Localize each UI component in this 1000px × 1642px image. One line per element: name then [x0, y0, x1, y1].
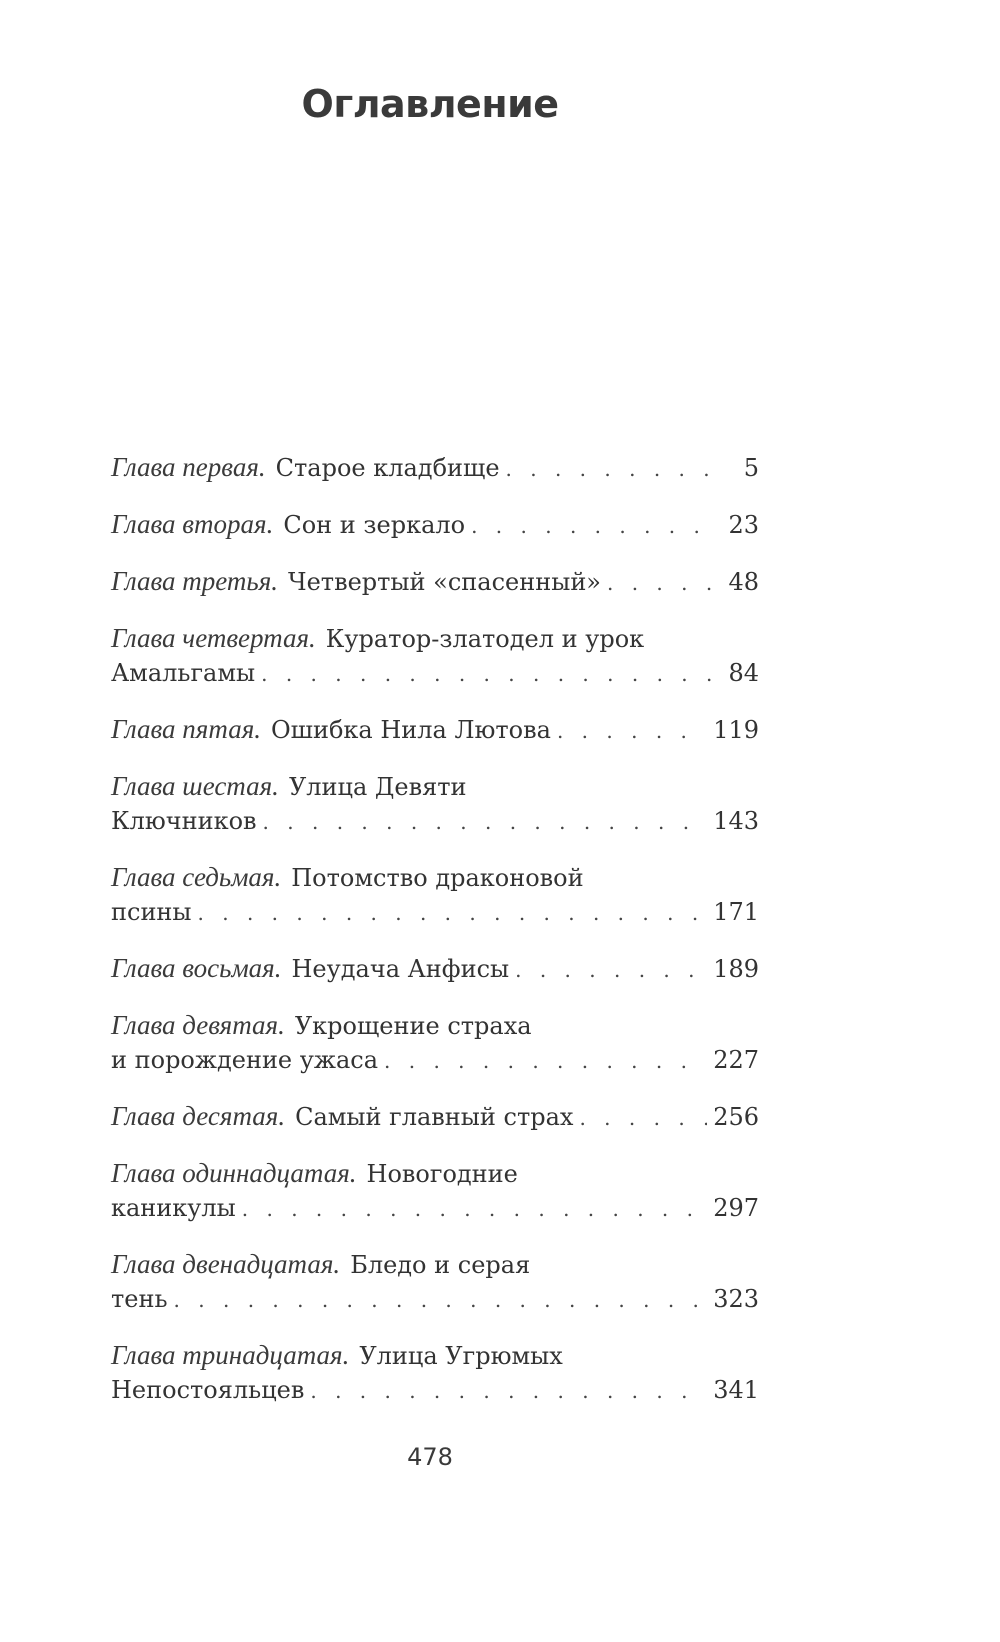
toc-page-number: 323	[713, 1285, 759, 1313]
chapter-title-continued: Ключников	[111, 807, 257, 835]
chapter-title: Бледо и серая	[350, 1251, 531, 1279]
chapter-title: Улица Угрюмых	[359, 1342, 563, 1370]
dot-leader	[242, 1192, 707, 1226]
toc-page-number: 84	[728, 659, 759, 687]
toc-entry	[111, 1099, 759, 1135]
table-of-contents	[111, 450, 759, 1429]
dot-leader	[607, 566, 713, 600]
chapter-label: Глава одиннадцатая.	[111, 1158, 357, 1188]
toc-entry	[111, 507, 759, 543]
page-number: 478	[407, 1443, 453, 1471]
toc-entry-line	[111, 1191, 759, 1226]
chapter-title: Ошибка Нила Лютова	[271, 716, 551, 744]
dot-leader	[310, 1374, 707, 1408]
toc-entry-line	[111, 656, 759, 691]
chapter-title-continued: каникулы	[111, 1194, 236, 1222]
toc-page-number: 23	[728, 511, 759, 539]
toc-entry	[111, 450, 759, 486]
toc-entry-line	[111, 1282, 759, 1317]
toc-page-number: 297	[713, 1194, 759, 1222]
toc-page-number: 189	[713, 955, 759, 983]
chapter-label: Глава пятая.	[111, 714, 261, 744]
toc-entry-line	[111, 860, 759, 895]
dot-leader	[198, 896, 708, 930]
toc-entry-line	[111, 1099, 759, 1135]
toc-page-number: 48	[728, 568, 759, 596]
chapter-label: Глава тринадцатая.	[111, 1340, 350, 1370]
chapter-label: Глава девятая.	[111, 1010, 285, 1040]
toc-page-number: 341	[713, 1376, 759, 1404]
dot-leader	[557, 714, 707, 748]
toc-page-number: 227	[713, 1046, 759, 1074]
dot-leader	[579, 1101, 707, 1135]
toc-entry-line	[111, 895, 759, 930]
chapter-title-continued: тень	[111, 1285, 168, 1313]
chapter-title-continued: псины	[111, 898, 192, 926]
chapter-title: Самый главный страх	[295, 1103, 574, 1131]
chapter-label: Глава шестая.	[111, 771, 279, 801]
toc-entry-line	[111, 621, 759, 656]
chapter-label: Глава вторая.	[111, 509, 274, 539]
toc-page-number: 143	[713, 807, 759, 835]
toc-entry	[111, 1247, 759, 1317]
toc-entry-line	[111, 507, 759, 543]
chapter-title: Укрощение страха	[294, 1012, 532, 1040]
chapter-title: Неудача Анфисы	[291, 955, 510, 983]
dot-leader	[174, 1283, 708, 1317]
toc-entry-line	[111, 769, 759, 804]
toc-entry	[111, 712, 759, 748]
toc-entry	[111, 1338, 759, 1408]
chapter-title: Потомство драконовой	[291, 864, 584, 892]
toc-entry-line	[111, 1043, 759, 1078]
dot-leader	[515, 953, 707, 987]
dot-leader	[471, 509, 713, 543]
chapter-title-continued: Амальгамы	[111, 659, 256, 687]
page-title: Оглавление	[301, 82, 559, 126]
toc-entry-line	[111, 1338, 759, 1373]
chapter-label: Глава восьмая.	[111, 953, 282, 983]
toc-entry	[111, 769, 759, 839]
toc-entry	[111, 621, 759, 691]
dot-leader	[261, 657, 713, 691]
chapter-title: Новогодние	[366, 1160, 518, 1188]
dot-leader	[506, 452, 713, 486]
toc-entry-line	[111, 1247, 759, 1282]
toc-entry-line	[111, 1008, 759, 1043]
chapter-title: Сон и зеркало	[283, 511, 466, 539]
toc-entry	[111, 564, 759, 600]
toc-page-number: 171	[713, 898, 759, 926]
toc-entry-line	[111, 1156, 759, 1191]
toc-entry-line	[111, 450, 759, 486]
toc-page-number: 256	[713, 1103, 759, 1131]
toc-page-number: 119	[713, 716, 759, 744]
chapter-title: Четвертый «спасенный»	[288, 568, 601, 596]
chapter-label: Глава четвертая.	[111, 623, 316, 653]
chapter-label: Глава седьмая.	[111, 862, 282, 892]
toc-entry-line	[111, 712, 759, 748]
dot-leader	[384, 1044, 707, 1078]
toc-entry-line	[111, 564, 759, 600]
dot-leader	[263, 805, 708, 839]
toc-entry-line	[111, 1373, 759, 1408]
toc-entry	[111, 860, 759, 930]
chapter-title-continued: и порождение ужаса	[111, 1046, 379, 1074]
toc-page-number: 5	[743, 454, 759, 482]
toc-entry-line	[111, 804, 759, 839]
chapter-label: Глава двенадцатая.	[111, 1249, 341, 1279]
toc-entry	[111, 1156, 759, 1226]
chapter-label: Глава десятая.	[111, 1101, 286, 1131]
chapter-title: Куратор-златодел и урок	[325, 625, 645, 653]
toc-entry	[111, 951, 759, 987]
toc-entry-line	[111, 951, 759, 987]
chapter-label: Глава первая.	[111, 452, 266, 482]
chapter-title-continued: Непостояльцев	[111, 1376, 305, 1404]
chapter-label: Глава третья.	[111, 566, 279, 596]
chapter-title: Улица Девяти	[288, 773, 467, 801]
toc-entry	[111, 1008, 759, 1078]
chapter-title: Старое кладбище	[275, 454, 500, 482]
